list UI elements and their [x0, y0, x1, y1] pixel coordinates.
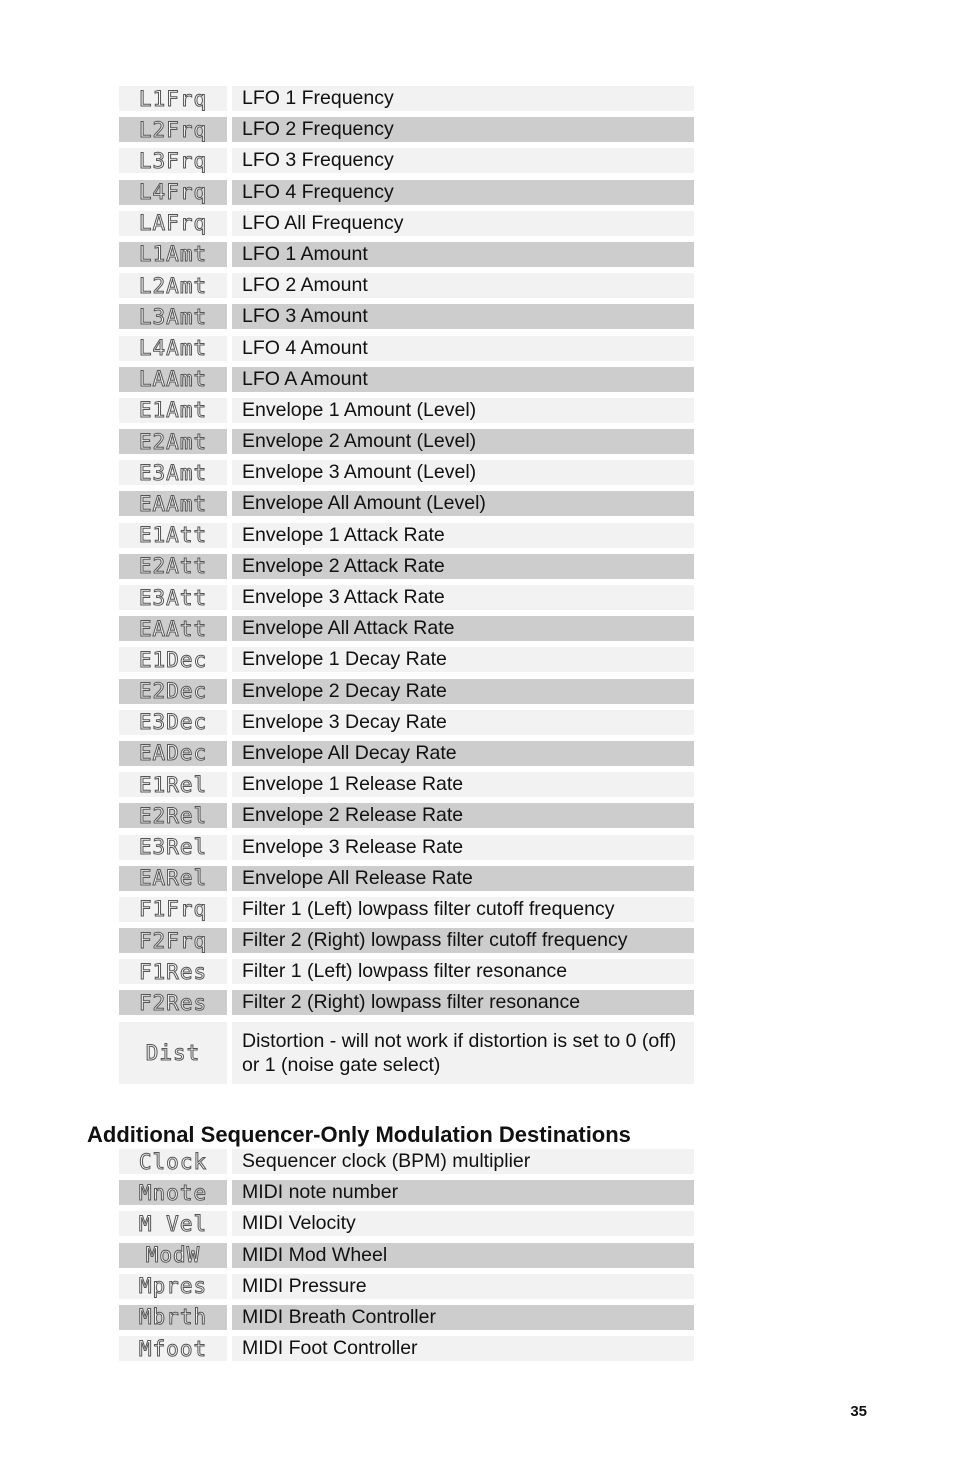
- table-row: [119, 1180, 694, 1205]
- lcd-code-label: L2Frq: [119, 117, 227, 142]
- lcd-code-label: Mbrth: [119, 1305, 227, 1330]
- destination-description: Envelope 1 Decay Rate: [232, 647, 694, 672]
- table-row: [119, 1336, 694, 1361]
- destination-description: Filter 1 (Left) lowpass filter resonance: [232, 959, 694, 984]
- destination-description: LFO 3 Amount: [232, 304, 694, 329]
- destination-description: Envelope All Attack Rate: [232, 616, 694, 641]
- destination-description: Envelope All Decay Rate: [232, 741, 694, 766]
- table-row: [119, 772, 694, 797]
- table-row: [119, 86, 694, 111]
- lcd-code-label: M Vel: [119, 1211, 227, 1236]
- destination-description: Envelope 1 Release Rate: [232, 772, 694, 797]
- table-row: [119, 304, 694, 329]
- destination-description: MIDI Velocity: [232, 1211, 694, 1236]
- lcd-code-label: Mnote: [119, 1180, 227, 1205]
- destination-description: LFO 4 Frequency: [232, 180, 694, 205]
- destination-description: Envelope All Release Rate: [232, 866, 694, 891]
- table-row: [119, 554, 694, 579]
- lcd-code-label: L1Amt: [119, 242, 227, 267]
- table-row: [119, 1274, 694, 1299]
- table-row: [119, 835, 694, 860]
- lcd-code-label: EAAmt: [119, 491, 227, 516]
- table-row: [119, 679, 694, 704]
- lcd-code-label: E2Amt: [119, 429, 227, 454]
- lcd-code-label: ModW: [119, 1243, 227, 1268]
- table-row: [119, 585, 694, 610]
- table-row: [119, 336, 694, 361]
- table-row: [119, 523, 694, 548]
- lcd-code-label: Mfoot: [119, 1336, 227, 1361]
- destination-description: Envelope 3 Release Rate: [232, 835, 694, 860]
- table-row: [119, 928, 694, 953]
- lcd-code-label: LAFrq: [119, 211, 227, 236]
- table-row: [119, 148, 694, 173]
- table-row: [119, 1305, 694, 1330]
- destination-description: Filter 2 (Right) lowpass filter cutoff frequency: [232, 928, 694, 953]
- destination-description: Envelope 1 Attack Rate: [232, 523, 694, 548]
- table-row: [119, 866, 694, 891]
- lcd-code-label: E3Dec: [119, 710, 227, 735]
- destination-description: MIDI Mod Wheel: [232, 1243, 694, 1268]
- table-row: [119, 460, 694, 485]
- lcd-code-label: L3Amt: [119, 304, 227, 329]
- destination-description: LFO 2 Amount: [232, 273, 694, 298]
- lcd-code-label: E2Dec: [119, 679, 227, 704]
- lcd-code-label: F2Frq: [119, 928, 227, 953]
- destination-description: MIDI Breath Controller: [232, 1305, 694, 1330]
- destination-description: Distortion - will not work if distortion is set to 0 (off) or 1 (noise gate select): [232, 1022, 694, 1084]
- destination-description: MIDI note number: [232, 1180, 694, 1205]
- lcd-code-label: E3Amt: [119, 460, 227, 485]
- destination-description: Envelope 2 Attack Rate: [232, 554, 694, 579]
- lcd-code-label: LAAmt: [119, 367, 227, 392]
- table-row: [119, 1243, 694, 1268]
- table-row: [119, 491, 694, 516]
- table-row: [119, 897, 694, 922]
- table-row: [119, 803, 694, 828]
- table-row: [119, 990, 694, 1015]
- lcd-code-label: EARel: [119, 866, 227, 891]
- table-row: [119, 429, 694, 454]
- destination-description: LFO All Frequency: [232, 211, 694, 236]
- table-row: [119, 367, 694, 392]
- destination-description: Envelope All Amount (Level): [232, 491, 694, 516]
- lcd-code-label: Mpres: [119, 1274, 227, 1299]
- destination-description: LFO 1 Frequency: [232, 86, 694, 111]
- destination-description: MIDI Pressure: [232, 1274, 694, 1299]
- sequencer-destinations-table: [119, 1149, 694, 1367]
- table-row: [119, 1149, 694, 1174]
- modulation-destinations-table: [119, 86, 694, 1090]
- lcd-code-label: EADec: [119, 741, 227, 766]
- destination-description: LFO 1 Amount: [232, 242, 694, 267]
- table-row: [119, 398, 694, 423]
- destination-description: Sequencer clock (BPM) multiplier: [232, 1149, 694, 1174]
- lcd-code-label: F2Res: [119, 990, 227, 1015]
- destination-description: Envelope 2 Release Rate: [232, 803, 694, 828]
- destination-description: Envelope 3 Decay Rate: [232, 710, 694, 735]
- table-row: [119, 273, 694, 298]
- destination-description: LFO A Amount: [232, 367, 694, 392]
- lcd-code-label: L1Frq: [119, 86, 227, 111]
- lcd-code-label: E3Rel: [119, 835, 227, 860]
- lcd-code-label: E1Rel: [119, 772, 227, 797]
- lcd-code-label: Clock: [119, 1149, 227, 1174]
- table-row: [119, 117, 694, 142]
- lcd-code-label: L4Amt: [119, 336, 227, 361]
- lcd-code-label: E3Att: [119, 585, 227, 610]
- lcd-code-label: F1Frq: [119, 897, 227, 922]
- lcd-code-label: L3Frq: [119, 148, 227, 173]
- destination-description: Envelope 2 Amount (Level): [232, 429, 694, 454]
- lcd-code-label: E2Att: [119, 554, 227, 579]
- table-row: [119, 180, 694, 205]
- lcd-code-label: L2Amt: [119, 273, 227, 298]
- lcd-code-label: E2Rel: [119, 803, 227, 828]
- table-row: [119, 959, 694, 984]
- table-row: [119, 710, 694, 735]
- table-row: [119, 1211, 694, 1236]
- lcd-code-label: E1Amt: [119, 398, 227, 423]
- destination-description: Filter 1 (Left) lowpass filter cutoff frequency: [232, 897, 694, 922]
- table-row: [119, 616, 694, 641]
- table-row: [119, 242, 694, 267]
- destination-description: Filter 2 (Right) lowpass filter resonance: [232, 990, 694, 1015]
- section-heading: Additional Sequencer-Only Modulation Destinations: [87, 1122, 631, 1147]
- lcd-code-label: EAAtt: [119, 616, 227, 641]
- page-number: 35: [850, 1403, 867, 1420]
- destination-description: MIDI Foot Controller: [232, 1336, 694, 1361]
- destination-description: Envelope 1 Amount (Level): [232, 398, 694, 423]
- lcd-code-label: E1Dec: [119, 647, 227, 672]
- table-row: [119, 211, 694, 236]
- destination-description: LFO 4 Amount: [232, 336, 694, 361]
- destination-description: Envelope 3 Attack Rate: [232, 585, 694, 610]
- lcd-code-label: F1Res: [119, 959, 227, 984]
- table-row: [119, 647, 694, 672]
- table-row: [119, 741, 694, 766]
- destination-description: Envelope 3 Amount (Level): [232, 460, 694, 485]
- lcd-code-label: L4Frq: [119, 180, 227, 205]
- destination-description: LFO 3 Frequency: [232, 148, 694, 173]
- destination-description: LFO 2 Frequency: [232, 117, 694, 142]
- lcd-code-label: Dist: [119, 1022, 227, 1084]
- table-row: [119, 1022, 694, 1084]
- lcd-code-label: E1Att: [119, 523, 227, 548]
- destination-description: Envelope 2 Decay Rate: [232, 679, 694, 704]
